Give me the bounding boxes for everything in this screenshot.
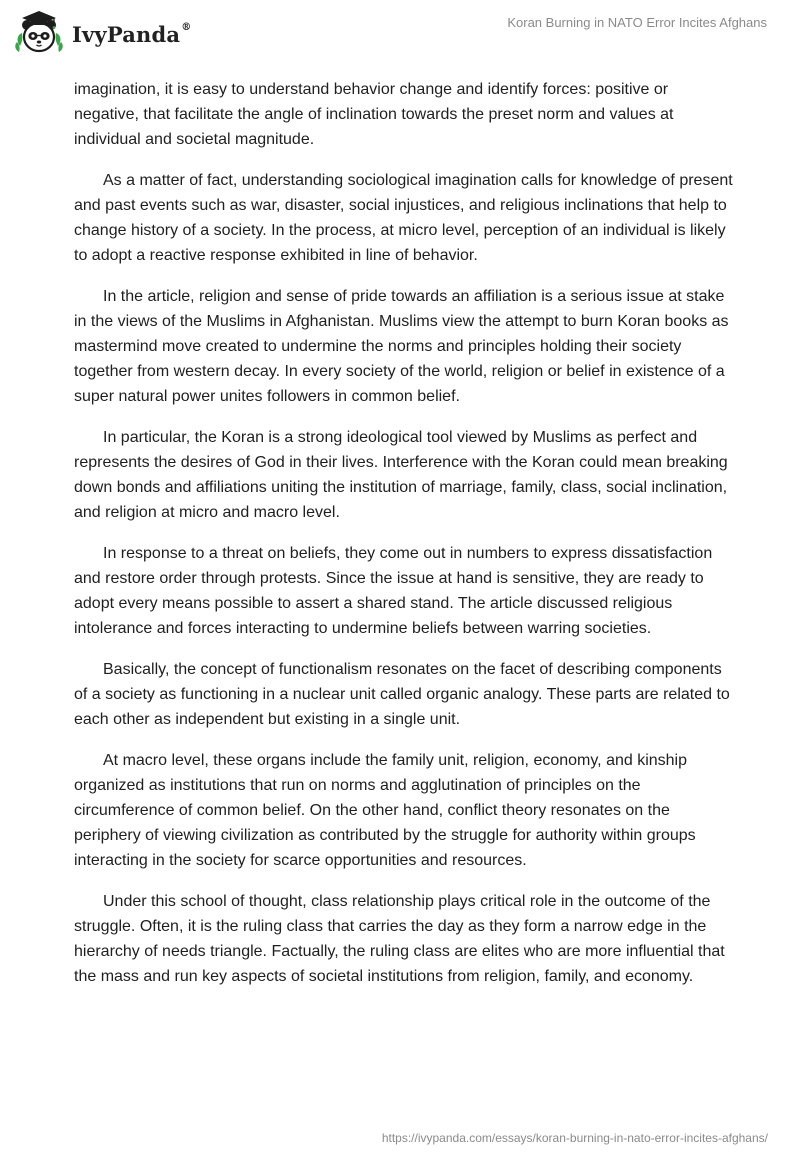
page-header [0, 0, 800, 64]
source-url[interactable]: https://ivypanda.com/essays/koran-burning-in-nato-error-incites-afghans/ [381, 1131, 768, 1145]
panda-graduate-logo-icon [14, 8, 64, 56]
registered-mark: ® [181, 21, 192, 33]
paragraph-4: In particular, the Koran is a strong ideological tool viewed by Muslims as perfect and represents the desires of God in their lives. Interference with the Koran could mean breaking down bonds and affiliations uniting the institution of marriage, family, class, social inclination, and religion at micro and macro level. [74, 429, 728, 521]
essay-title: Koran Burning in NATO Error Incites Afghans [507, 15, 767, 30]
ivypanda-logo[interactable] [14, 8, 191, 56]
paragraph-1: imagination, it is easy to understand behavior change and identify forces: positive or negative, that facilitate the angle of inclination towards the preset norm and values at individual and societal magnitude. [74, 81, 674, 148]
essay-body [74, 77, 734, 1005]
brand-name: IvyPanda® [72, 21, 192, 47]
paragraph-5: In response to a threat on beliefs, they come out in numbers to express dissatisfaction and restore order through protests. Since the issue at hand is sensitive, they are ready to adopt every means possible to assert a shared stand. The article discussed religious intolerance and forces interacting to undermine beliefs between warring societies. [74, 545, 713, 637]
paragraph-8: Under this school of thought, class relationship plays critical role in the outcome of the struggle. Often, it is the ruling class that carries the day as they form a narrow edge in the hierarchy of needs triangle. Factually, the ruling class are elites who are more influential that the mass and run key aspects of societal institutions from religion, family, and economy. [74, 893, 725, 985]
paragraph-7: At macro level, these organs include the family unit, religion, economy, and kinship organized as institutions that run on norms and agglutination of principles on the circumference of common belief. On the other hand, conflict theory resonates on the periphery of viewing civilization as contributed by the struggle for authority within groups interacting in the society for scarce opportunities and resources. [74, 752, 696, 869]
paragraph-6: Basically, the concept of functionalism resonates on the facet of describing components of a society as functioning in a nuclear unit called organic analogy. These parts are related to each other as independent but existing in a single unit. [74, 661, 730, 728]
paragraph-2: As a matter of fact, understanding sociological imagination calls for knowledge of present and past events such as war, disaster, social injustices, and religious inclinations that help to change history of a society. In the process, at micro level, perception of an individual is likely to adopt a reactive response exhibited in line of behavior. [74, 172, 733, 264]
paragraph-3: In the article, religion and sense of pride towards an affiliation is a serious issue at stake in the views of the Muslims in Afghanistan. Muslims view the attempt to burn Koran books as mastermind move created to undermine the norms and principles holding their society together from western decay. In every society of the world, religion or belief in existence of a super natural power unites followers in common belief. [74, 288, 729, 405]
